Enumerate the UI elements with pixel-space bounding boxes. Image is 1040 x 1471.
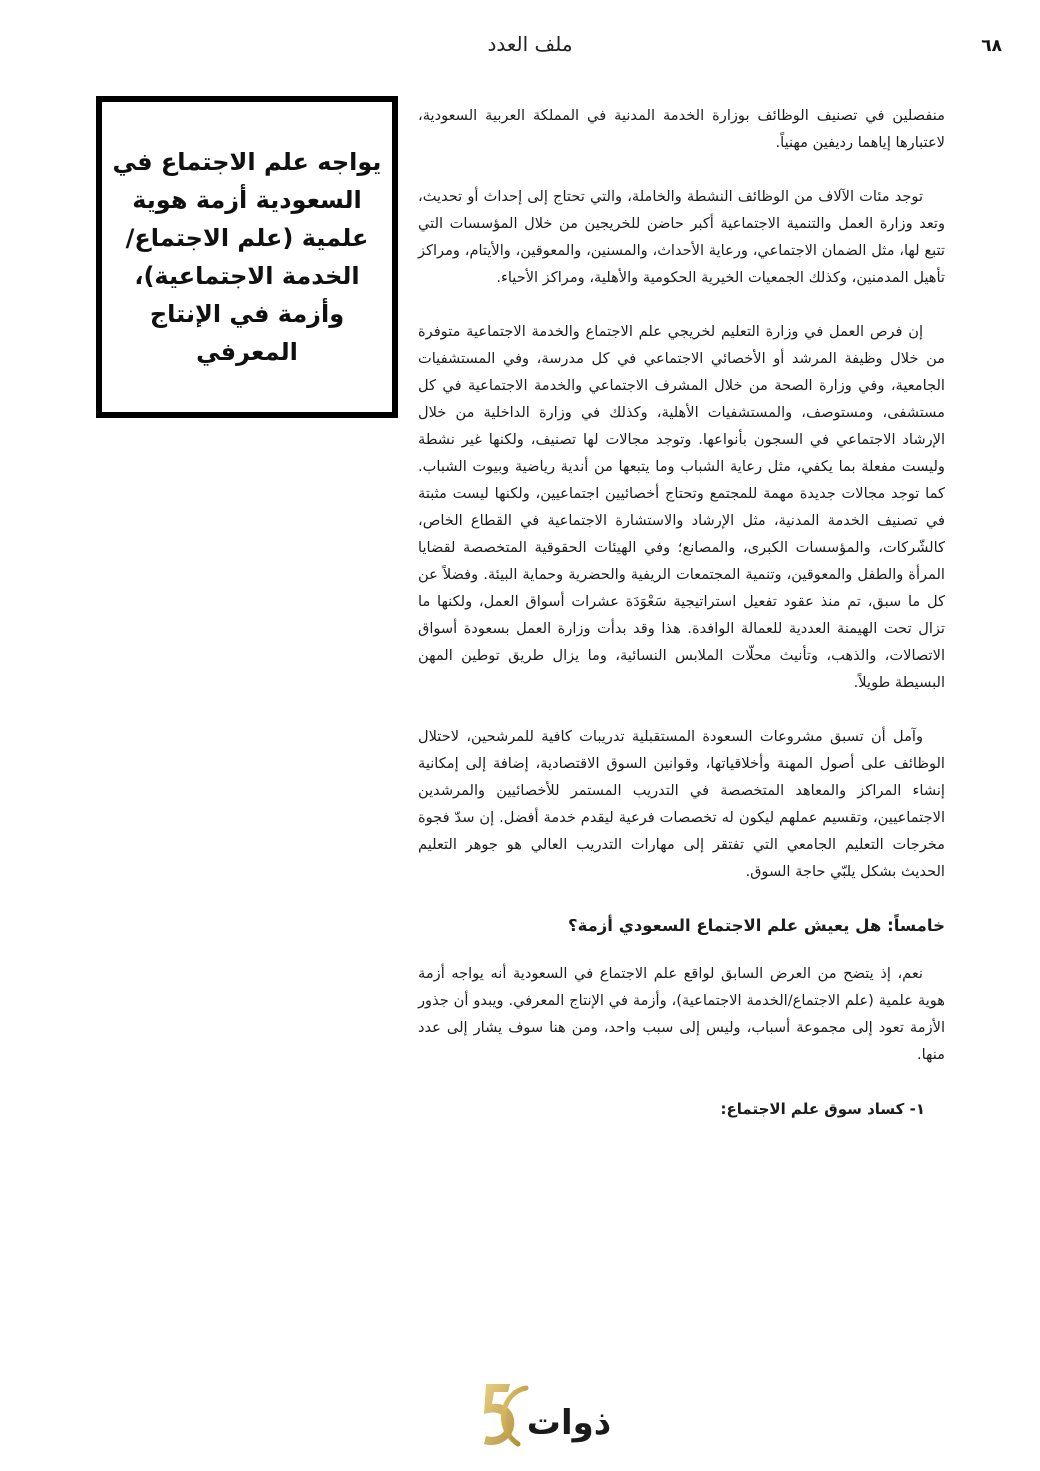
paragraph-1: منفصلين في تصنيف الوظائف بوزارة الخدمة المدنية في المملكة العربية السعودية، لاعتبارها إياهما رديفين مهنياً. (418, 107, 945, 151)
page-number: ٦٨ (981, 36, 1002, 56)
logo-wordmark: ذوات (526, 1403, 612, 1443)
paragraph-5: نعم، إذ يتضح من العرض السابق لواقع علم الاجتماع في السعودية أنه يواجه أزمة هوية علمية (علم الاجتماع/الخدمة الاجتماعية)، وأزمة في الإنتاج المعرفي. ويبدو أن جذور الأزمة تعود إلى مجموعة أسباب، وليس إلى سبب واحد، ومن هنا سوف يشار إلى عدد منها. (418, 965, 945, 1063)
pull-quote-box (96, 96, 398, 418)
pull-quote-text: يواجه علم الاجتماع في السعودية أزمة هوية علمية (علم الاجتماع/الخدمة الاجتماعية)، وأزمة في الإنتاج المعرفي (112, 148, 382, 366)
paragraph-3: إن فرص العمل في وزارة التعليم لخريجي علم الاجتماع والخدمة الاجتماعية متوفرة من خلال وظيفة المرشد أو الأخصائي الاجتماعي في كل مدرسة، وفي المستشفيات الجامعية، وفي وزارة الصحة من خلال المشرف الاجتماعي والخدمة الاجتماعية في كل مستشفى، ومستوصف، والمستشفيات الأهلية، وكذلك في وزارة الداخلية من خلال الإرشاد الاجتماعي في السجون بأنواعها. وتوجد مجالات لها تصنيف، ولكنها غير نشطة وليست مفعلة بما يكفي، مثل رعاية الشباب وما يتبعها من أندية رياضية وبيوت الشباب. كما توجد مجالات جديدة مهمة للمجتمع وتحتاج أخصائيين اجتماعيين، ولكنها ليست مثبتة في تصنيف الخدمة المدنية، مثل الإرشاد والاستشارة الاجتماعية في القطاع الخاص، كالشّركات، والمؤسسات الكبرى، والمصانع؛ وفي الهيئات الحقوقية المتخصصة لقضايا المرأة والطفل والمعوقين، وتنمية المجتمعات الريفية والحضرية وحماية البيئة. وفضلاً عن كل ما سبق، تم منذ عقود تفعيل استراتيجية سَعْوَدَة عشرات أسواق العمل، ولكنها ما تزال تحت الهيمنة العددية للعمالة الوافدة. هذا وقد بدأت وزارة العمل بسعودة أسواق الاتصالات، والذهب، وتأنيث محلّات الملابس النسائية، وما يزال طريق توطين المهن البسيطة طويلاً. (418, 323, 945, 691)
article-body (418, 102, 945, 1123)
paragraph-2: توجد مئات الآلاف من الوظائف النشطة والخاملة، والتي تحتاج إلى إحداث أو تحديث، وتعد وزارة العمل والتنمية الاجتماعية أكبر حاضن للخريجين من خلال المؤسسات التي تتبع لها، مثل الضمان الاجتماعي، ورعاية الأحداث، والمسنين، والمعوقين، والأيتام، ومراكز تأهيل المدمنين، وكذلك الجمعيات الخيرية الحكومية والأهلية، ومراكز الأحياء. (418, 188, 945, 286)
magazine-logo (464, 1378, 614, 1450)
paragraph-4: وآمل أن تسبق مشروعات السعودة المستقبلية تدريبات كافية للمرشحين، لاحتلال الوظائف على أصول المهنة وأخلاقياتها، وقوانين السوق الاقتصادية، إضافة إلى إمكانية إنشاء المراكز والمعاهد المتخصصة في التدريب المستمر للأخصائيين والمرشدين الاجتماعيين، وتقسيم عملهم ليكون له تخصصات فرعية ليقدم خدمة أفضل. إن سدّ فجوة مخرجات التعليم الجامعي التي تفتقر إلى مهارات التدريب العالي هو جوهر التعليم الحديث بشكل يلبّي حاجة السوق. (418, 728, 945, 880)
section-heading: خامساً: هل يعيش علم الاجتماع السعودي أزمة؟ (568, 916, 945, 935)
section-title: ملف العدد (487, 32, 573, 56)
sub-heading: ١- كساد سوق علم الاجتماع: (720, 1100, 925, 1118)
logo-icon (464, 1378, 614, 1450)
